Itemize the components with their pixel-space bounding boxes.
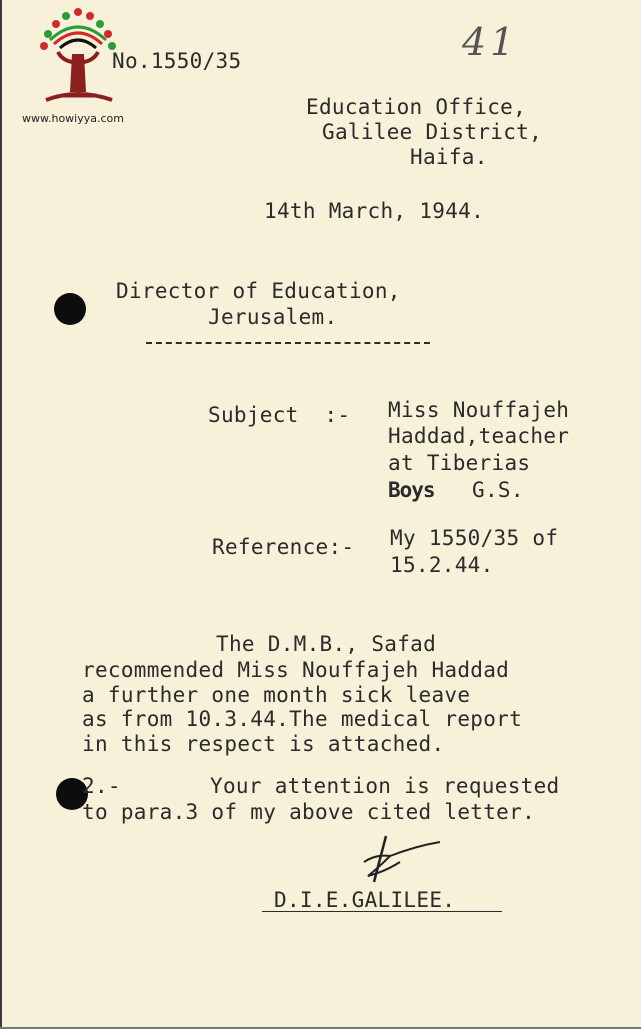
recipient-line-1: Director of Education,: [116, 279, 401, 303]
reference-line-2: 15.2.44.: [390, 553, 494, 577]
subject-line-2: Haddad,teacher: [388, 424, 570, 448]
signature-underline: [262, 911, 502, 912]
subject-line-3: at Tiberias: [388, 451, 531, 475]
body-p2-line-1: Your attention is requested: [210, 774, 560, 798]
page-edge: [0, 0, 2, 1029]
body-p2-number: 2.-: [82, 774, 121, 798]
letter-date: 14th March, 1944.: [264, 199, 485, 223]
handwritten-signature: [356, 832, 446, 892]
subject-struck-word: Boys: [388, 478, 435, 502]
reference-number: No.1550/35: [112, 49, 242, 73]
signature-block: D.I.E.GALILEE.: [274, 888, 456, 912]
sender-line-3: Haifa.: [410, 145, 488, 169]
sender-line-2: Galilee District,: [322, 120, 543, 144]
page-number: 41: [462, 20, 519, 64]
subject-label: Subject :-: [208, 403, 351, 427]
reference-line-1: My 1550/35 of: [390, 526, 559, 550]
punch-hole-top: [54, 293, 86, 325]
body-p1-line-3: a further one month sick leave: [82, 683, 471, 707]
body-p2-line-2: to para.3 of my above cited letter.: [82, 800, 536, 824]
howiyya-logo: [36, 4, 120, 108]
subject-line-1: Miss Nouffajeh: [388, 398, 570, 422]
recipient-line-2: Jerusalem.: [208, 305, 338, 329]
subject-line-4: G.S.: [472, 478, 524, 502]
body-p1-line-4: as from 10.3.44.The medical report: [82, 707, 523, 731]
body-p1-line-2: recommended Miss Nouffajeh Haddad: [82, 658, 510, 682]
body-p1-line-5: in this respect is attached.: [82, 732, 445, 756]
sender-line-1: Education Office,: [306, 95, 527, 119]
recipient-underline: [146, 342, 430, 344]
watermark-url: www.howiyya.com: [22, 112, 124, 125]
body-p1-line-1: The D.M.B., Safad: [216, 632, 437, 656]
reference-label: Reference:-: [212, 535, 355, 559]
